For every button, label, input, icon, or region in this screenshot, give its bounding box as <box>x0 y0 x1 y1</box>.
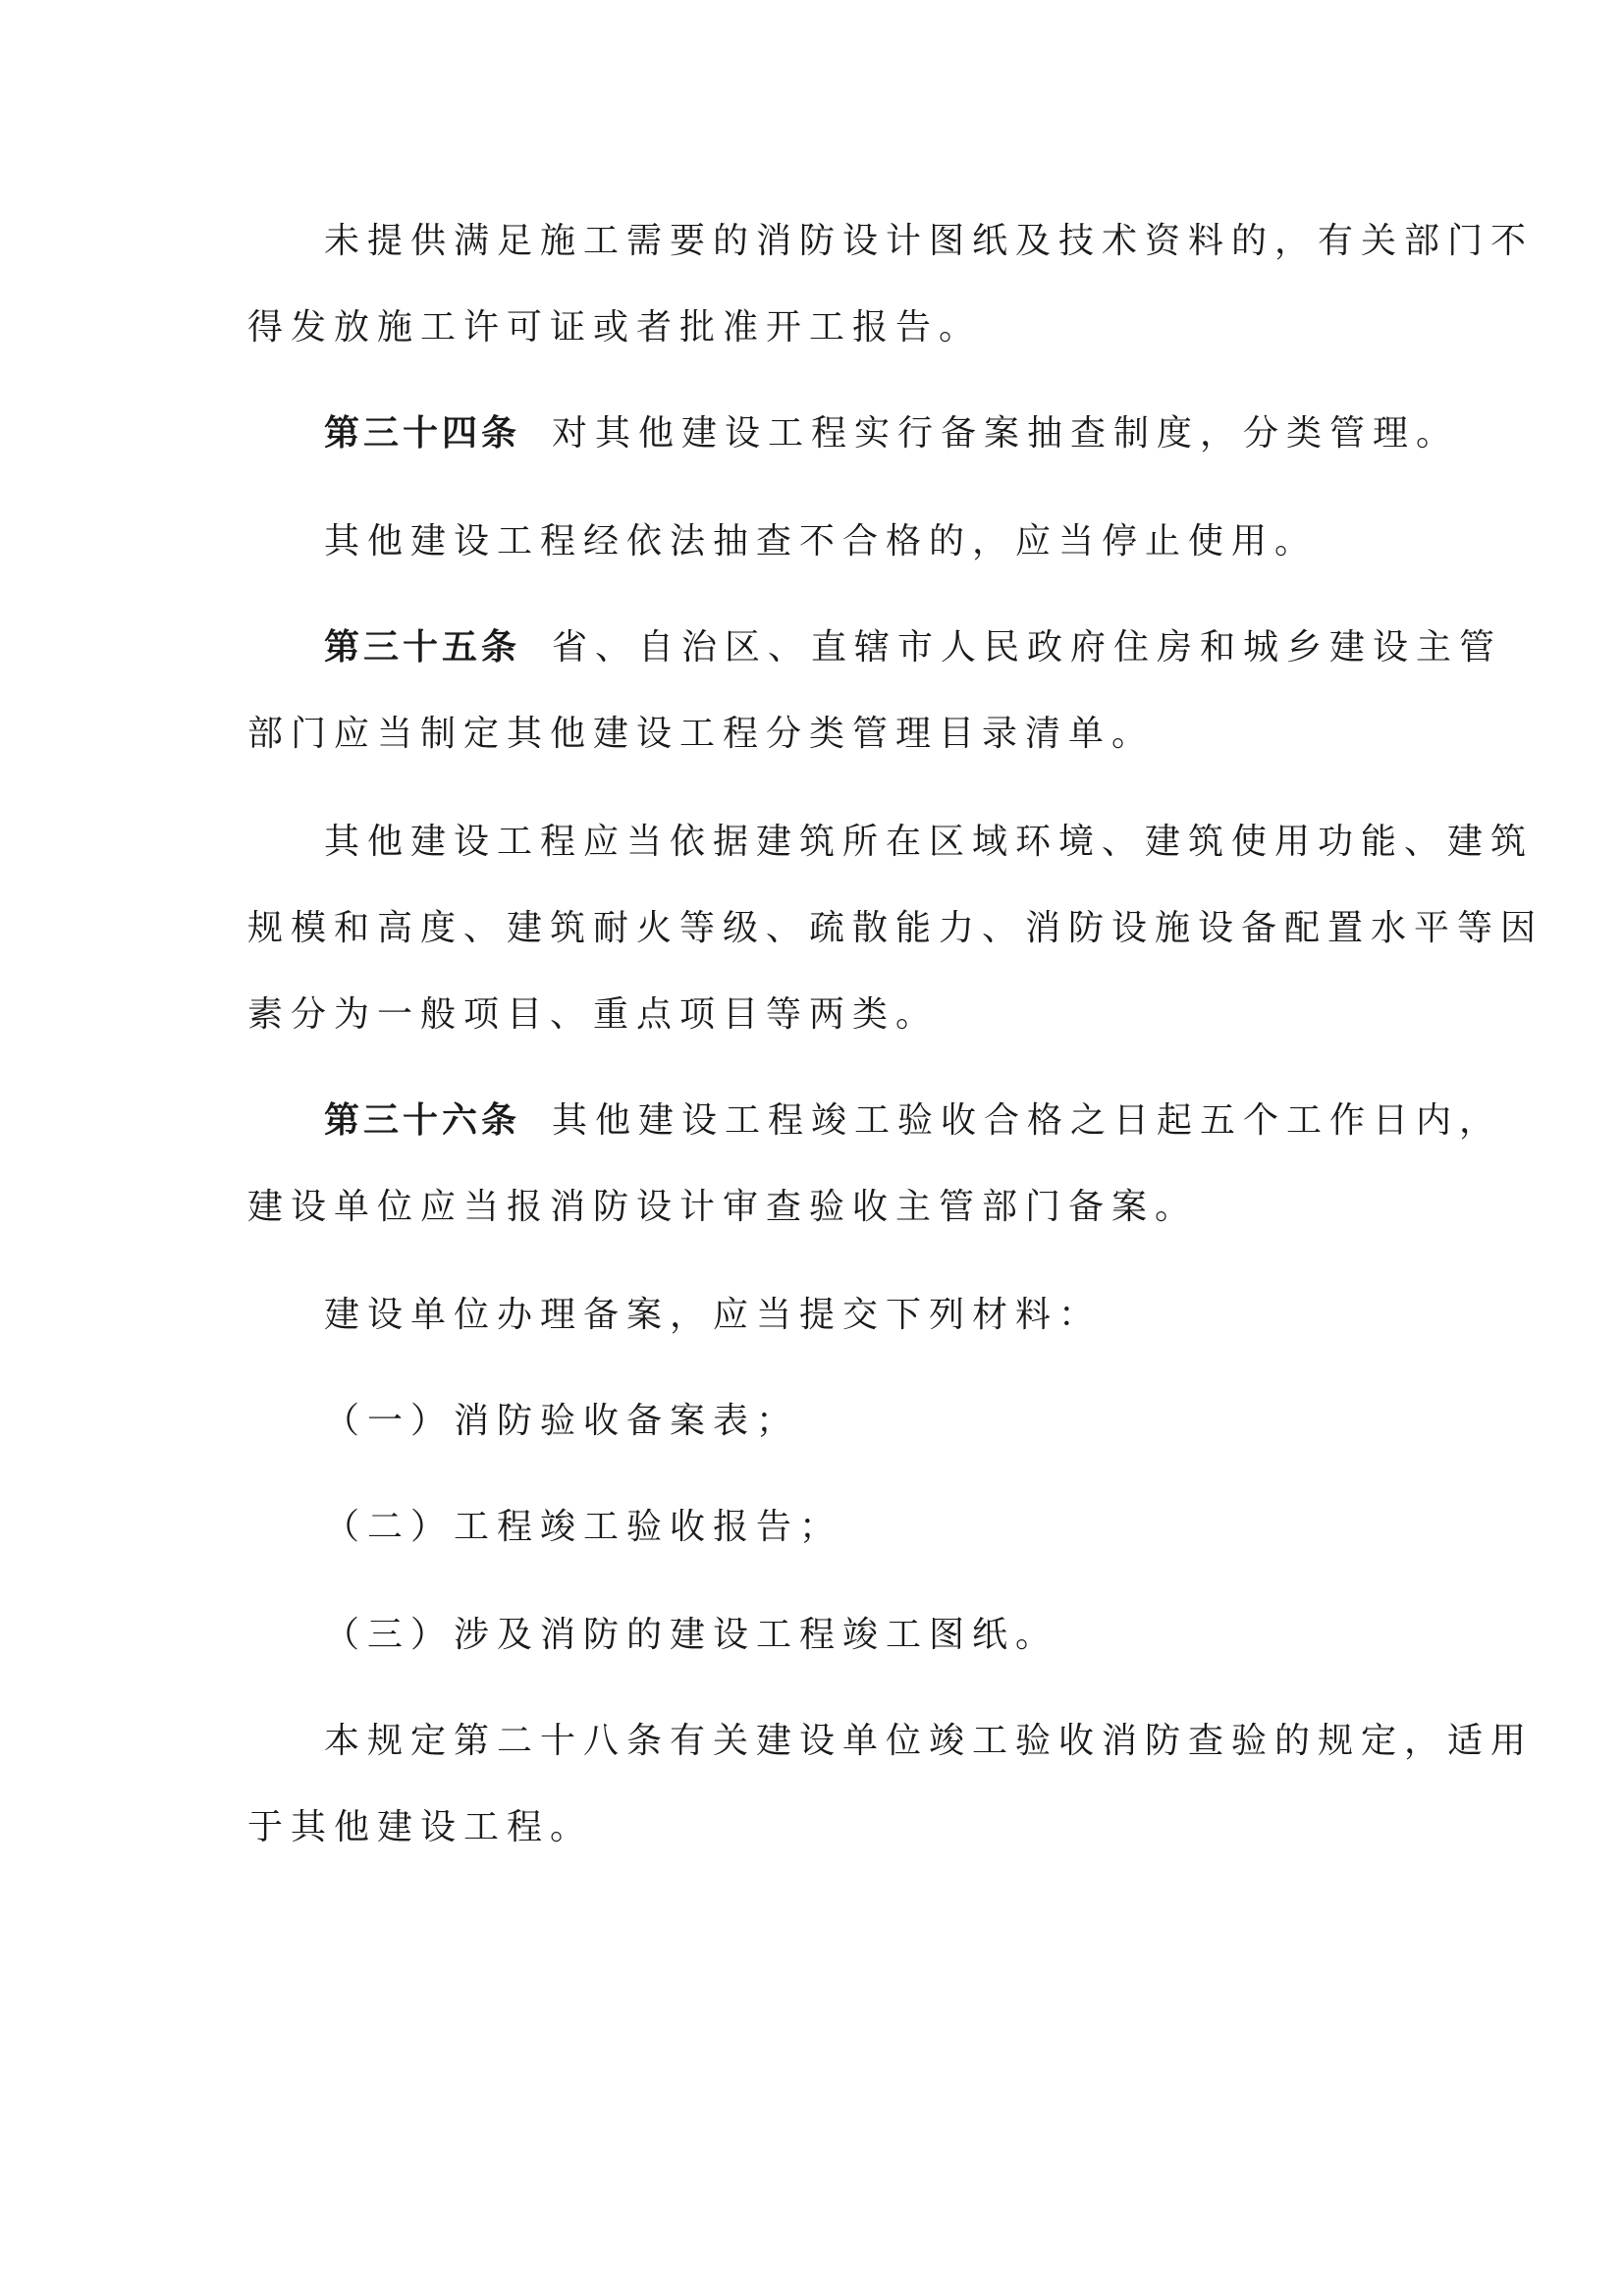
paragraph-line: 建设单位办理备案，应当提交下列材料： <box>324 1295 1103 1335</box>
paragraph-line: 建设单位应当报消防设计审查验收主管部门备案。 <box>247 1187 1199 1227</box>
paragraph-line: 其他建设工程应当依据建筑所在区域环境、建筑使用功能、建筑 <box>324 822 1535 862</box>
article-label: 第三十五条 <box>324 627 521 667</box>
list-item: （三）涉及消防的建设工程竣工图纸。 <box>324 1615 1059 1655</box>
paragraph-line: 得发放施工许可证或者批准开工报告。 <box>247 307 983 347</box>
paragraph-line: 素分为一般项目、重点项目等两类。 <box>247 994 940 1035</box>
paragraph-line: 未提供满足施工需要的消防设计图纸及技术资料的，有关部门不 <box>324 221 1535 261</box>
list-item: （二）工程竣工验收报告； <box>324 1507 843 1547</box>
paragraph-line: 规模和高度、建筑耐火等级、疏散能力、消防设施设备配置水平等因 <box>247 908 1544 948</box>
paragraph-line: 本规定第二十八条有关建设单位竣工验收消防查验的规定，适用 <box>324 1721 1535 1761</box>
paragraph-line: 于其他建设工程。 <box>247 1807 594 1847</box>
article-label: 第三十四条 <box>324 413 521 454</box>
article-label: 第三十六条 <box>324 1100 521 1141</box>
article-34 <box>324 412 1460 455</box>
article-text: 其他建设工程竣工验收合格之日起五个工作日内， <box>552 1100 1503 1141</box>
article-36 <box>324 1099 1503 1143</box>
list-item: （一）消防验收备案表； <box>324 1401 800 1441</box>
paragraph-line: 部门应当制定其他建设工程分类管理目录清单。 <box>247 714 1156 754</box>
article-text: 省、自治区、直辖市人民政府住房和城乡建设主管 <box>552 627 1503 667</box>
paragraph-line: 其他建设工程经依法抽查不合格的，应当停止使用。 <box>324 521 1319 561</box>
article-35 <box>324 626 1503 669</box>
article-text: 对其他建设工程实行备案抽查制度，分类管理。 <box>552 413 1460 454</box>
